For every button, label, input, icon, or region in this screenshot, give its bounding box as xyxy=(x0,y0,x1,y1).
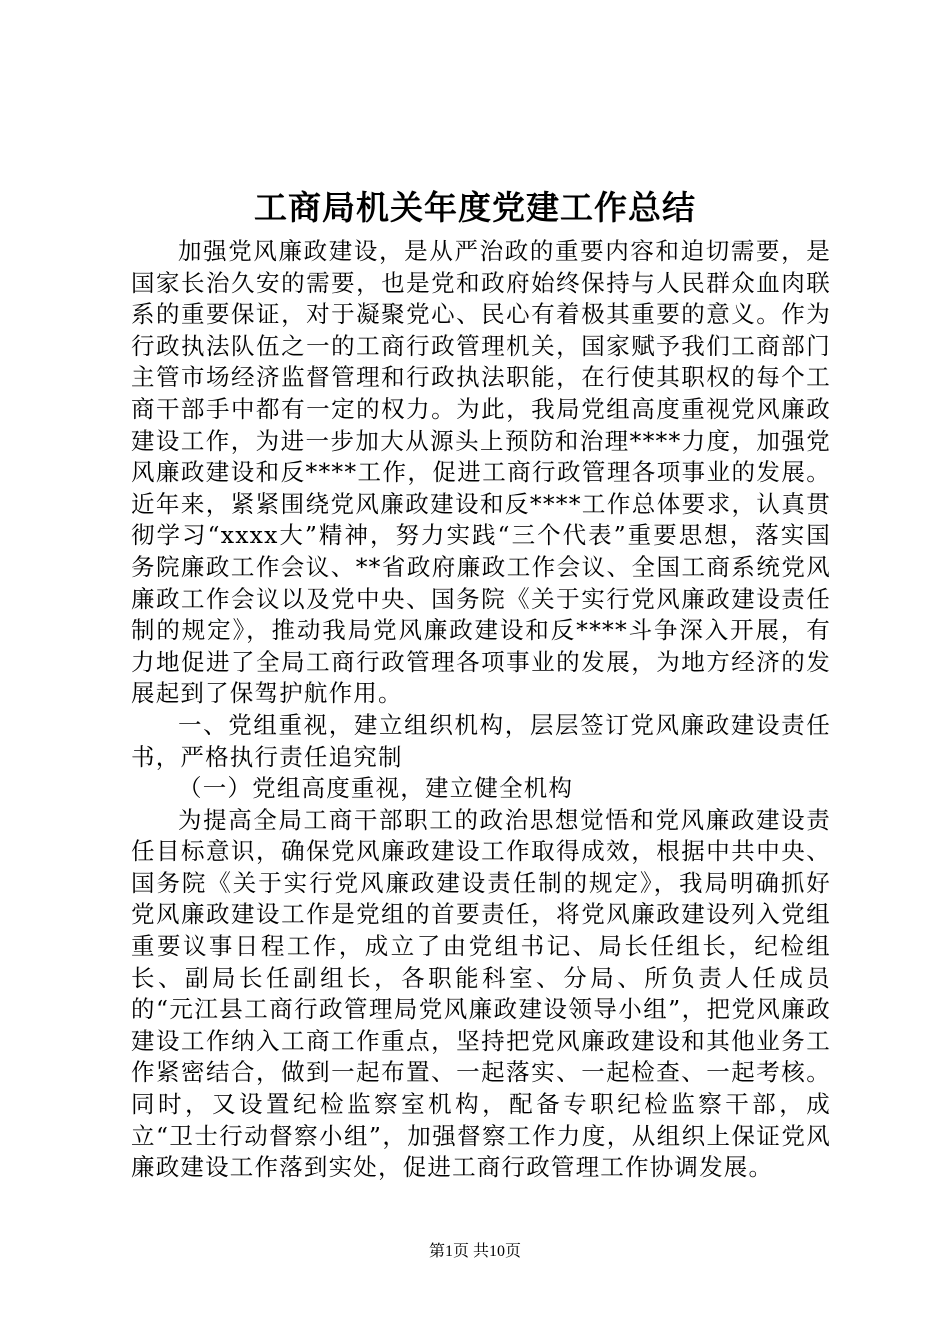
document-title: 工商局机关年度党建工作总结 xyxy=(254,188,696,227)
page-number: 第1页 共10页 xyxy=(428,1243,521,1260)
body-paragraph: 为提高全局工商干部职工的政治思想觉悟和党风廉政建设责任目标意识，确保党风廉政建设工作取得成效，根据中共中央、国务院《关于实行党风廉政建设责任制的规定》，我局明确抓好党风廉政建设工作是党组的首要责任，将党风廉政建设列入党组重要议事日程工作，成立了由党组书记、局长任组长，纪检组长、副局长任副组长，各职能科室、分局、所负责人任成员的“元江县工商行政管理局党风廉政建设领导小组”，把党风廉政建设工作纳入工商工作重点，坚持把党风廉政建设和其他业务工作紧密结合，做到一起布置、一起落实、一起检查、一起考核。同时，又设置纪检监察室机构，配备专职纪检监察干部，成立“卫士行动督察小组”，加强督察工作力度，从组织上保证党风廉政建设工作落到实处，促进工商行政管理工作协调发展。 xyxy=(131,805,831,1182)
subsection-heading-1: （一）党组高度重视，建立健全机构 xyxy=(178,774,574,803)
document-body xyxy=(131,236,831,1184)
section-heading-1: 一、党组重视，建立组织机构，层层签订党风廉政建设责任书，严格执行责任追究制 xyxy=(131,710,831,771)
intro-paragraph: 加强党风廉政建设，是从严治政的重要内容和迫切需要，是国家长治久安的需要，也是党和政府始终保持与人民群众血肉联系的重要保证，对于凝聚党心、民心有着极其重要的意义。作为行政执法队伍之一的工商行政管理机关，国家赋予我们工商部门主管市场经济监督管理和行政执法职能，在行使其职权的每个工商干部手中都有一定的权力。为此，我局党组高度重视党风廉政建设工作，为进一步加大从源头上预防和治理****力度，加强党风廉政建设和反****工作，促进工商行政管理各项事业的发展。近年来，紧紧围绕党风廉政建设和反****工作总体要求，认真贯彻学习“xxxx大”精神，努力实践“三个代表”重要思想，落实国务院廉政工作会议、**省政府廉政工作会议、全国工商系统党风廉政工作会议以及党中央、国务院《关于实行党风廉政建设责任制的规定》，推动我局党风廉政建设和反****斗争深入开展，有力地促进了全局工商行政管理各项事业的发展，为地方经济的发展起到了保驾护航作用。 xyxy=(131,237,831,708)
